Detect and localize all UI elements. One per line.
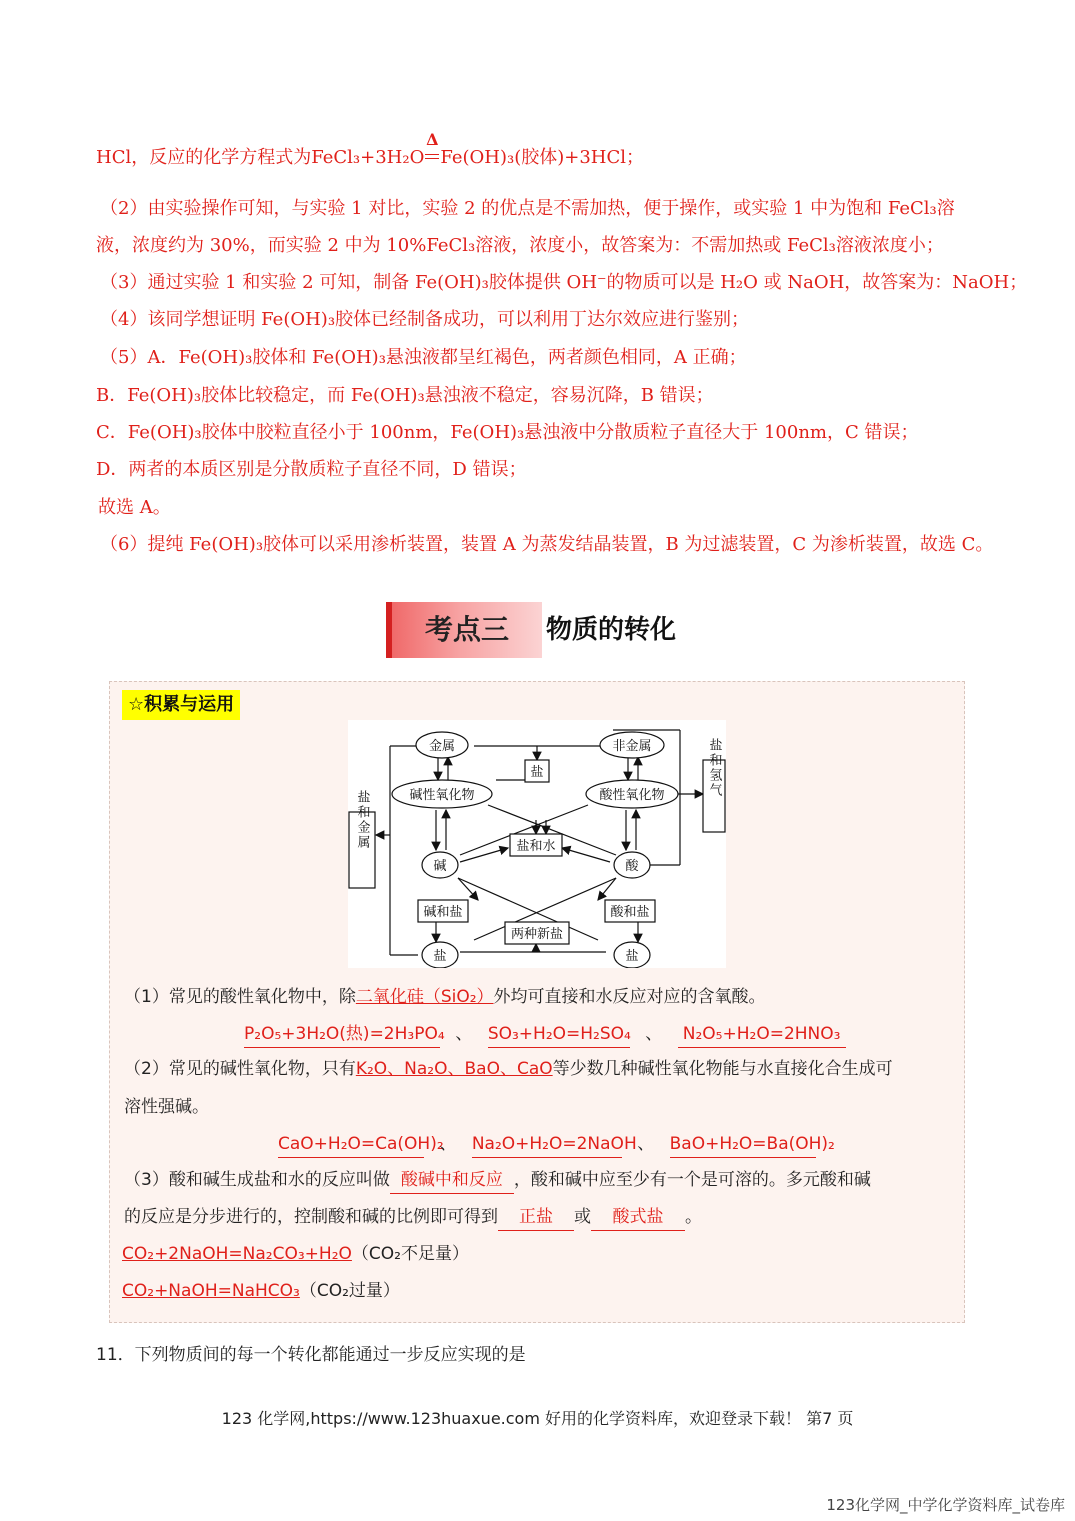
eq-p2o5: P₂O₅+3H₂O(热)=2H₃PO₄	[244, 1021, 440, 1048]
box-q2-equations: CaO+H₂O=Ca(OH)₂ 、 Na₂O+H₂O=2NaOH 、 BaO+H₂O=Ba(OH)₂	[278, 1131, 816, 1158]
blank-basic-oxides: K₂O、Na₂O、BaO、CaO	[355, 1059, 553, 1079]
blank-neutralization: 酸碱中和反应	[390, 1167, 514, 1194]
node-acid-salt: 酸和盐	[610, 905, 650, 920]
node-metal: 金属	[428, 739, 456, 754]
section-title: 物质的转化	[546, 615, 677, 645]
node-acid: 酸	[625, 859, 639, 874]
answer-2b: 液，浓度约为 30%，而实验 2 中为 10%FeCl₃溶液，浓度小，故答案为：不需加热或 FeCl₃溶液浓度小；	[96, 235, 944, 256]
answer-3: （3）通过实验 1 和实验 2 可知，制备 Fe(OH)₃胶体提供 OH⁻的物质可以是 H₂O 或 NaOH，故答案为：NaOH；	[100, 272, 1028, 293]
node-two-salts: 两种新盐	[510, 927, 564, 942]
box-q3-cont: 的反应是分步进行的，控制酸和碱的比例即可得到 正盐 或 酸式盐 。	[124, 1204, 702, 1231]
node-basic-oxide: 碱性氧化物	[409, 788, 475, 803]
accumulation-tag: ☆积累与运用	[122, 690, 240, 720]
answer-6: （6）提纯 Fe(OH)₃胶体可以采用渗析装置，装置 A 为蒸发结晶装置，B 为过滤装置，C 为渗析装置，故选 C。	[100, 534, 994, 555]
conversion-diagram	[348, 720, 726, 968]
answer-5b: B．Fe(OH)₃胶体比较稳定，而 Fe(OH)₃悬浊液不稳定，容易沉降，B 错误；	[96, 385, 714, 406]
box-q1-equations: P₂O₅+3H₂O(热)=2H₃PO₄ 、 SO₃+H₂O=H₂SO₄ 、 N₂O₅+H₂O=2HNO₃	[244, 1021, 846, 1048]
box-co2-b: CO₂+NaOH=NaHCO₃（CO₂过量）	[122, 1281, 400, 1301]
question-11: 11．下列物质间的每一个转化都能通过一步反应实现的是	[96, 1345, 526, 1365]
node-base-salt: 碱和盐	[423, 905, 463, 920]
watermark: 123化学网_中学化学资料库_试卷库	[826, 1496, 1065, 1514]
box-q1: （1）常见的酸性氧化物中，除二氧化硅（SiO₂）外均可直接和水反应对应的含氧酸。	[124, 987, 766, 1007]
heat-equals-sign	[424, 130, 440, 171]
node-acidic-oxide: 酸性氧化物	[599, 788, 665, 803]
answer-line-1-text: HCl，反应的化学方程式为	[96, 147, 312, 168]
node-salt-top: 盐	[530, 765, 544, 780]
box-q2-cont: 溶性强碱。	[124, 1097, 209, 1117]
blank-sio2: 二氧化硅（SiO₂）	[355, 987, 494, 1007]
eq-cao: CaO+H₂O=Ca(OH)₂	[278, 1131, 424, 1158]
eq-so3: SO₃+H₂O=H₂SO₄	[488, 1021, 630, 1048]
node-salt-right: 盐	[625, 949, 639, 964]
eq-n2o5: N₂O₅+H₂O=2HNO₃	[678, 1021, 846, 1048]
node-nonmetal: 非金属	[612, 739, 652, 754]
answer-4: （4）该同学想证明 Fe(OH)₃胶体已经制备成功，可以利用丁达尔效应进行鉴别；	[100, 309, 750, 330]
blank-acid-salt: 酸式盐	[591, 1204, 685, 1231]
node-salt-water: 盐和水	[516, 839, 556, 854]
box-q2: （2）常见的碱性氧化物，只有K₂O、Na₂O、BaO、CaO等少数几种碱性氧化物能与水直接化合生成可	[124, 1059, 893, 1079]
answer-5d: D．两者的本质区别是分散质粒子直径不同，D 错误；	[96, 459, 527, 480]
node-salt-left: 盐	[433, 949, 447, 964]
equation-rhs: Fe(OH)₃(胶体)+3HCl；	[440, 147, 645, 168]
node-salt-metal: 盐和金属	[354, 790, 370, 850]
section-tag: 考点三	[386, 602, 542, 658]
delta-symbol: Δ	[426, 130, 439, 149]
eq-bao: BaO+H₂O=Ba(OH)₂	[670, 1131, 816, 1158]
answer-line-1	[96, 130, 645, 171]
blank-normal-salt: 正盐	[498, 1204, 574, 1231]
answer-5a: （5）A．Fe(OH)₃胶体和 Fe(OH)₃悬浊液都呈红褐色，两者颜色相同，A 正确；	[100, 347, 747, 368]
answer-5e: 故选 A。	[98, 497, 171, 518]
node-base: 碱	[433, 859, 447, 874]
box-q3: （3）酸和碱生成盐和水的反应叫做 酸碱中和反应 ，酸和碱中应至少有一个是可溶的。多元酸和碱	[124, 1167, 871, 1194]
node-salt-hydrogen: 盐和氢气	[706, 738, 722, 798]
equation-lhs: FeCl₃+3H₂O	[311, 147, 425, 168]
eq-co2-insufficient: CO₂+2NaOH=Na₂CO₃+H₂O	[122, 1244, 352, 1264]
answer-2a: （2）由实验操作可知，与实验 1 对比，实验 2 的优点是不需加热，便于操作，或实验 1 中为饱和 FeCl₃溶	[100, 198, 955, 219]
answer-5c: C．Fe(OH)₃胶体中胶粒直径小于 100nm，Fe(OH)₃悬浊液中分散质粒子直径大于 100nm，C 错误；	[96, 422, 919, 443]
box-co2-a: CO₂+2NaOH=Na₂CO₃+H₂O（CO₂不足量）	[122, 1244, 469, 1264]
eq-co2-excess: CO₂+NaOH=NaHCO₃	[122, 1281, 300, 1301]
section-header	[386, 602, 706, 658]
page-footer: 123 化学网,https://www.123huaxue.com 好用的化学资料库，欢迎登录下载！ 第7 页	[221, 1409, 854, 1428]
eq-na2o: Na₂O+H₂O=2NaOH	[472, 1131, 622, 1158]
